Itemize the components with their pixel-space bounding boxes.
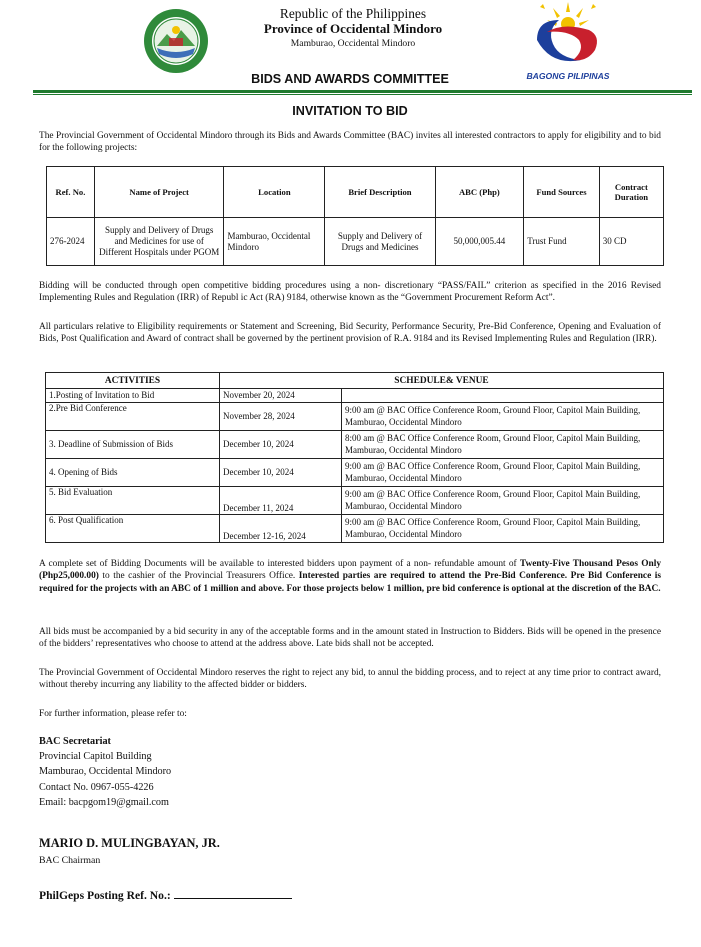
table-row bbox=[46, 431, 664, 459]
cell-location: Mamburao, Occidental Mindoro bbox=[224, 218, 325, 266]
contact-address: Mamburao, Occidental Mindoro bbox=[39, 766, 172, 778]
table-row bbox=[46, 515, 664, 543]
activity-date: November 20, 2024 bbox=[220, 389, 342, 403]
philgeps-blank-line bbox=[174, 888, 292, 899]
activity-date: November 28, 2024 bbox=[220, 403, 342, 431]
activity-date: December 11, 2024 bbox=[220, 487, 342, 515]
activity-label: 3. Deadline of Submission of Bids bbox=[46, 431, 220, 459]
activity-venue: 9:00 am @ BAC Office Conference Room, Ground Floor, Capitol Main Building, Mamburao, Occidental Mindoro bbox=[342, 487, 664, 515]
activity-date: December 10, 2024 bbox=[220, 431, 342, 459]
header-thin-rule bbox=[33, 94, 692, 95]
contact-phone: Contact No. 0967-055-4226 bbox=[39, 781, 154, 793]
documents-text-1: A complete set of Bidding Documents will be available to interested bidders upon payment of a non- refundable amount of bbox=[39, 559, 520, 569]
cell-description: Supply and Delivery of Drugs and Medicines bbox=[325, 218, 435, 266]
table-row bbox=[46, 389, 664, 403]
signatory-position: BAC Chairman bbox=[39, 855, 101, 866]
header-province: Province of Occidental Mindoro bbox=[263, 21, 443, 36]
col-fund: Fund Sources bbox=[524, 167, 599, 218]
philgeps-ref bbox=[39, 888, 292, 902]
bidding-paragraph: Bidding will be conducted through open competitive bidding procedures using a non- discretionary “PASS/FAIL” criterion as specified in the 2016 Revised Implementing Rules and Regulation (IRR) of Republ ic Act (RA) 9184, otherwise known as the “Government Procurement Reform Act”. bbox=[39, 281, 661, 304]
contact-building: Provincial Capitol Building bbox=[39, 751, 152, 763]
contact-block bbox=[39, 734, 171, 810]
activity-date: December 10, 2024 bbox=[220, 459, 342, 487]
col-abc: ABC (Php) bbox=[435, 167, 524, 218]
table-row bbox=[46, 403, 664, 431]
bagong-pilipinas-logo bbox=[523, 0, 613, 70]
provincial-seal bbox=[143, 8, 209, 74]
cell-project-name: Supply and Delivery of Drugs and Medicines for use of Different Hospitals under PGOM bbox=[94, 218, 224, 266]
documents-amount: Twenty-Five Thousand Pesos Only (Php25,000.00) bbox=[39, 559, 662, 582]
activity-label: 4. Opening of Bids bbox=[46, 459, 220, 487]
signatory-name: MARIO D. MULINGBAYAN, JR. bbox=[39, 836, 220, 850]
activity-venue: 9:00 am @ BAC Office Conference Room, Ground Floor, Capitol Main Building, Mamburao, Occidental Mindoro bbox=[342, 403, 664, 431]
activity-venue: 8:00 am @ BAC Office Conference Room, Ground Floor, Capitol Main Building, Mamburao, Occidental Mindoro bbox=[342, 431, 664, 459]
col-location: Location bbox=[224, 167, 325, 218]
particulars-paragraph: All particulars relative to Eligibility requirements or Statement and Screening, Bid Security, Performance Security, Pre-Bid Conference, Opening and Evaluation of Bids, Post Qualification and Award of contract shall be governed by the pertinent provision of R.A. 9184 and its Revised Implementing Rules and Regulation (IRR). bbox=[39, 322, 661, 345]
col-ref: Ref. No. bbox=[47, 167, 95, 218]
activity-venue: 9:00 am @ BAC Office Conference Room, Ground Floor, Capitol Main Building, Mamburao, Occidental Mindoro bbox=[342, 515, 664, 543]
col-project-name: Name of Project bbox=[94, 167, 224, 218]
intro-paragraph: The Provincial Government of Occidental Mindoro through its Bids and Awards Committee (BAC) invites all interested contractors to apply for eligibility and to bid for the following projects: bbox=[39, 131, 661, 154]
documents-prebid-note: Interested parties are required to attend the Pre-Bid Conference. Pre Bid Conference is required for the projects with an ABC of 1 million and above. For those projects below 1 million, pre bid conference is optional at the discretion of the BAC. bbox=[39, 571, 662, 594]
col-description: Brief Description bbox=[325, 167, 435, 218]
cell-ref: 276-2024 bbox=[47, 218, 95, 266]
header-green-rule bbox=[33, 90, 692, 93]
reserve-rights-paragraph: The Provincial Government of Occidental Mindoro reserves the right to reject any bid, to annul the bidding process, and to reject at any time prior to contract award, without thereby incurring any liability to the affected bidder or bidders. bbox=[39, 668, 661, 691]
table-row bbox=[47, 218, 664, 266]
projects-table bbox=[46, 166, 664, 266]
col-activities: ACTIVITIES bbox=[46, 373, 220, 389]
col-schedule-venue: SCHEDULE& VENUE bbox=[220, 373, 664, 389]
bagong-pilipinas-text: BAGONG PILIPINAS bbox=[526, 71, 610, 81]
header-municipality: Mamburao, Occidental Mindoro bbox=[290, 38, 416, 49]
philgeps-label: PhilGeps Posting Ref. No.: bbox=[39, 889, 174, 902]
activities-table bbox=[45, 372, 664, 543]
activity-label: 1.Posting of Invitation to Bid bbox=[46, 389, 220, 403]
documents-paragraph bbox=[39, 558, 661, 595]
activity-label: 6. Post Qualification bbox=[46, 515, 220, 543]
document-title: INVITATION TO BID bbox=[292, 104, 408, 118]
activity-label: 2.Pre Bid Conference bbox=[46, 403, 220, 431]
activity-venue bbox=[342, 389, 664, 403]
contact-title: BAC Secretariat bbox=[39, 736, 111, 747]
cell-duration: 30 CD bbox=[599, 218, 663, 266]
documents-text-2: to the cashier of the Provincial Treasurers Office. bbox=[98, 571, 299, 582]
header-republic: Republic of the Philippines bbox=[279, 6, 427, 21]
further-info: For further information, please refer to: bbox=[39, 709, 187, 719]
contact-email: Email: bacpgom19@gmail.com bbox=[39, 796, 169, 808]
table-row bbox=[46, 459, 664, 487]
committee-title: BIDS AND AWARDS COMMITTEE bbox=[251, 72, 449, 86]
table-row bbox=[46, 487, 664, 515]
cell-abc: 50,000,005.44 bbox=[435, 218, 524, 266]
col-duration: Contract Duration bbox=[599, 167, 663, 218]
cell-fund: Trust Fund bbox=[524, 218, 599, 266]
activity-venue: 9:00 am @ BAC Office Conference Room, Ground Floor, Capitol Main Building, Mamburao, Occidental Mindoro bbox=[342, 459, 664, 487]
activity-date: December 12-16, 2024 bbox=[220, 515, 342, 543]
activity-label: 5. Bid Evaluation bbox=[46, 487, 220, 515]
bid-security-paragraph: All bids must be accompanied by a bid security in any of the acceptable forms and in the amount stated in Instruction to Bidders. Bids will be opened in the presence of the bidders’ representatives who choose to attend at the address above. Late bids shall not be accepted. bbox=[39, 627, 661, 650]
